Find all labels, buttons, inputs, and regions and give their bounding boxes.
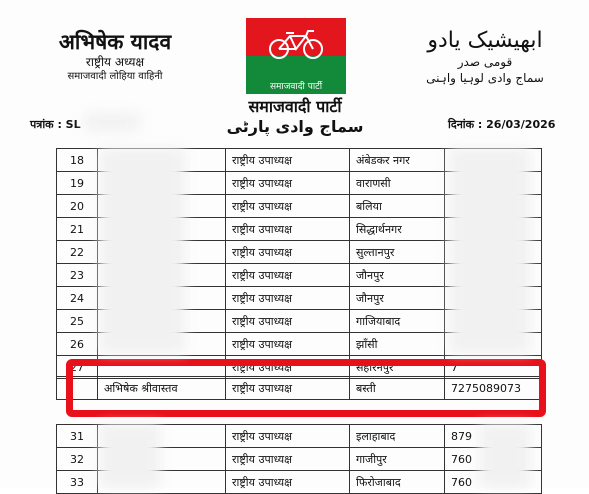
- member-name-cell: अभिषेक श्रीवास्तव: [98, 377, 226, 400]
- post-cell: राष्ट्रीय उपाध्यक्ष: [226, 356, 350, 379]
- reference-number: पत्रांक : SL: [30, 118, 81, 131]
- serial-cell: 31: [57, 425, 98, 448]
- post-cell: राष्ट्रीय उपाध्यक्ष: [226, 333, 350, 356]
- district-cell: बलिया: [350, 195, 445, 218]
- serial-cell: 19: [57, 172, 98, 195]
- district-cell: सुल्तानपुर: [350, 241, 445, 264]
- blurred-phones-bottom: [480, 424, 530, 488]
- leader-name-hindi: अभिषेक यादव: [58, 30, 172, 54]
- phone-cell: 7: [445, 356, 542, 379]
- serial-cell: 33: [57, 471, 98, 494]
- district-cell: जौनपुर: [350, 287, 445, 310]
- party-name-block: [210, 97, 380, 137]
- post-cell: राष्ट्रीय उपाध्यक्ष: [226, 172, 350, 195]
- serial-cell: 26: [57, 333, 98, 356]
- highlight-box: [66, 359, 546, 417]
- party-name-hindi: समाजवादी पार्टी: [248, 97, 342, 116]
- district-cell: वाराणसी: [350, 172, 445, 195]
- leader-title-urdu: قومی صدر: [457, 55, 513, 69]
- post-cell: राष्ट्रीय उपाध्यक्ष: [226, 149, 350, 172]
- right-header: [405, 28, 565, 86]
- post-cell: राष्ट्रीय उपाध्यक्ष: [226, 195, 350, 218]
- district-cell: जौनपुर: [350, 264, 445, 287]
- org-name-urdu: سماج وادی لوہیا واہنی: [426, 71, 544, 85]
- serial-cell: 22: [57, 241, 98, 264]
- district-cell: झाँसी: [350, 333, 445, 356]
- serial-cell: 25: [57, 310, 98, 333]
- district-cell: गाजीपुर: [350, 448, 445, 471]
- post-cell: राष्ट्रीय उपाध्यक्ष: [226, 471, 350, 494]
- serial-cell: 27: [57, 356, 98, 379]
- party-flag-logo: [246, 18, 346, 94]
- post-cell: राष्ट्रीय उपाध्यक्ष: [226, 448, 350, 471]
- phone-cell: 760: [445, 471, 542, 494]
- post-cell: राष्ट्रीय उपाध्यक्ष: [226, 287, 350, 310]
- phone-cell: 760: [445, 448, 542, 471]
- serial-cell: 24: [57, 287, 98, 310]
- district-cell: गाजियाबाद: [350, 310, 445, 333]
- serial-cell: 32: [57, 448, 98, 471]
- post-cell: राष्ट्रीय उपाध्यक्ष: [226, 425, 350, 448]
- post-cell: राष्ट्रीय उपाध्यक्ष: [226, 377, 350, 400]
- left-header: [40, 30, 190, 84]
- logo-caption: समाजवादी पार्टी: [269, 82, 323, 92]
- blurred-names: [100, 148, 185, 353]
- post-cell: राष्ट्रीय उपाध्यक्ष: [226, 241, 350, 264]
- phone-cell: 7275089073: [445, 377, 542, 400]
- district-cell: सिद्धार्थनगर: [350, 218, 445, 241]
- leader-name-urdu: ابھیشیک یادو: [427, 28, 543, 53]
- district-cell: बस्ती: [350, 377, 445, 400]
- leader-title-hindi: राष्ट्रीय अध्यक्ष: [85, 55, 145, 69]
- phone-cell: 879: [445, 425, 542, 448]
- party-name-urdu: سماج وادی پارٹی: [226, 117, 364, 136]
- blurred-names-bottom: [100, 424, 160, 488]
- bicycle-icon: [268, 30, 324, 60]
- letter-date: दिनांक : 26/03/2026: [448, 118, 556, 131]
- blurred-ref: [85, 113, 140, 131]
- district-cell: सहारनपुर: [350, 356, 445, 379]
- district-cell: अंबेडकर नगर: [350, 149, 445, 172]
- district-cell: फिरोजाबाद: [350, 471, 445, 494]
- org-name-hindi: समाजवादी लोहिया वाहिनी: [67, 71, 163, 82]
- post-cell: राष्ट्रीय उपाध्यक्ष: [226, 218, 350, 241]
- serial-cell: 21: [57, 218, 98, 241]
- blurred-phones: [450, 148, 530, 353]
- serial-cell: 20: [57, 195, 98, 218]
- serial-cell: 18: [57, 149, 98, 172]
- post-cell: राष्ट्रीय उपाध्यक्ष: [226, 310, 350, 333]
- post-cell: राष्ट्रीय उपाध्यक्ष: [226, 264, 350, 287]
- serial-cell: 23: [57, 264, 98, 287]
- district-cell: इलाहाबाद: [350, 425, 445, 448]
